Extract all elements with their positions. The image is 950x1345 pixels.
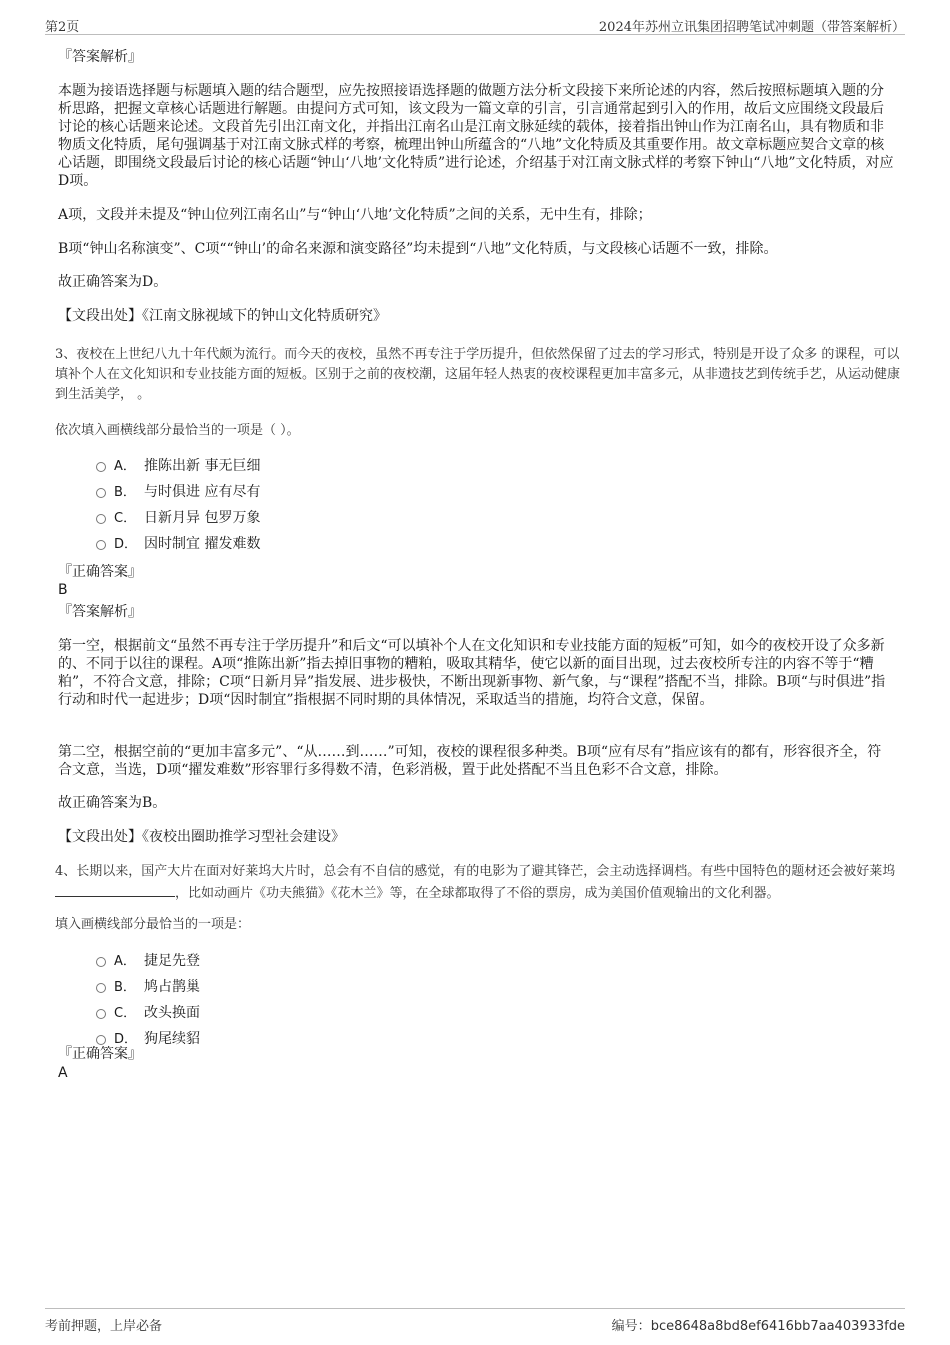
radio-button[interactable] — [96, 983, 106, 993]
option-letter: A． — [114, 954, 136, 969]
option-a[interactable] — [96, 952, 200, 971]
document-title: 2024年苏州立讯集团招聘笔试冲刺题（带答案解析） — [598, 20, 905, 35]
radio-button[interactable] — [96, 514, 106, 524]
option-letter: A． — [114, 459, 136, 474]
analysis-paragraph: 第二空，根据空前的“更加丰富多元”、“从……到……”可知，夜校的课程很多种类。B项“应有尽有”指应该有的都有，形容很齐全，符合文意，当选，D项“擢发难数”形容罪行多得数不清，色彩消极，置于此处搭配不当且色彩不合文意，排除。 — [58, 744, 882, 778]
stem-text: ，比如动画片《功夫熊猫》《花木兰》等，在全球都取得了不俗的票房，成为美国价值观输出的文化利器。 — [175, 886, 780, 901]
radio-button[interactable] — [96, 540, 106, 550]
option-text: 鸠占鹊巢 — [144, 979, 200, 995]
correct-answer: B — [58, 582, 68, 598]
option-text: 推陈出新 事无巨细 — [144, 458, 261, 474]
radio-button[interactable] — [96, 1009, 106, 1019]
option-text: 因时制宜 擢发难数 — [144, 536, 261, 552]
analysis-heading: 『答案解析』 — [58, 604, 142, 620]
source-citation: 【文段出处】《夜校出圈助推学习型社会建设》 — [58, 829, 345, 845]
analysis-paragraph: 本题为接语选择题与标题填入题的结合题型，应先按照接语选择题的做题方法分析文段接下来所论述的内容，然后按照标题填入题的分析思路，把握文章核心话题进行解题。由提问方式可知，该文段为一篇文章的引言，引言通常起到引入的作用，故后文应围绕文段最后讨论的核心话题来论述。文段首先引出江南文化，并指出江南名山是江南文脉延续的载体，接着指出钟山作为江南名山，具有物质和非物质文化特质，尾句强调基于对江南文脉式样的考察，梳理出钟山所蕴含的“八地”文化特质及其重要作用。故文章标题应契合文章的核心话题，即围绕文段最后讨论的核心话题“钟山‘八地’文化特质”进行论述，介绍基于对江南文脉式样的考察下钟山“八地”文化特质，对应D项。 — [58, 83, 894, 189]
option-text: 日新月异 包罗万象 — [144, 510, 261, 526]
fill-blank — [55, 882, 175, 897]
option-letter: B． — [114, 980, 136, 995]
code-label: 编号： — [611, 1319, 651, 1334]
analysis-conclusion: 故正确答案为D。 — [58, 274, 168, 290]
analysis-conclusion: 故正确答案为B。 — [58, 795, 167, 811]
document-code — [612, 1315, 905, 1334]
option-text: 狗尾续貂 — [144, 1031, 200, 1047]
option-letter: C． — [114, 1006, 137, 1021]
page-number: 第2页 — [45, 20, 80, 35]
footer-slogan: 考前押题，上岸必备 — [45, 1319, 163, 1334]
option-letter: B． — [114, 485, 136, 500]
option-b[interactable] — [96, 483, 260, 502]
radio-button[interactable] — [96, 462, 106, 472]
option-text: 改头换面 — [144, 1005, 200, 1021]
question-prompt: 依次填入画横线部分最恰当的一项是（ ）。 — [55, 423, 300, 438]
option-text: 与时俱进 应有尽有 — [144, 484, 261, 500]
option-c[interactable] — [96, 509, 260, 528]
code-value: bce8648a8bd8ef6416bb7aa403933fde — [650, 1319, 905, 1334]
correct-answer-heading: 『正确答案』 — [58, 1046, 142, 1062]
analysis-paragraph: A项，文段并未提及“钟山位列江南名山”与“钟山‘八地’文化特质”之间的关系，无中生有，排除； — [58, 207, 652, 223]
question-prompt: 填入画横线部分最恰当的一项是： — [55, 917, 251, 932]
option-letter: C． — [114, 511, 137, 526]
radio-button[interactable] — [96, 488, 106, 498]
question-stem: 3、夜校在上世纪八九十年代颇为流行。而今天的夜校，虽然不再专注于学历提升，但依然保留了过去的学习形式，特别是开设了众多 的课程，可以填补个人在文化知识和专业技能方面的短板。区别于之前的夜校潮，这届年轻人热衷的夜校课程更加丰富多元，从非遗技艺到传统手艺，从运动健康到生活美学， 。 — [55, 347, 901, 402]
option-a[interactable] — [96, 457, 260, 476]
correct-answer-heading: 『正确答案』 — [58, 564, 142, 580]
option-text: 捷足先登 — [144, 953, 200, 969]
option-d[interactable] — [96, 535, 260, 554]
stem-text: 4、长期以来，国产大片在面对好莱坞大片时，总会有不自信的感觉，有的电影为了避其锋芒，会主动选择调档。有些中国特色的题材还会被好莱坞 — [55, 864, 896, 879]
page-footer — [45, 1308, 905, 1333]
source-citation: 【文段出处】《江南文脉视域下的钟山文化特质研究》 — [58, 308, 387, 324]
analysis-paragraph: 第一空，根据前文“虽然不再专注于学历提升”和后文“可以填补个人在文化知识和专业技能方面的短板”可知，如今的夜校开设了众多新的、不同于以往的课程。A项“推陈出新”指去掉旧事物的糟粕，吸取其精华，使它以新的面目出现，过去夜校所专注的内容不等于“糟粕”，不符合文意，排除；C项“日新月异”指发展、进步极快，不断出现新事物、新气象，与“课程”搭配不当，排除。B项“与时俱进”指行动和时代一起进步；D项“因时制宜”指根据不同时期的具体情况，采取适当的措施，均符合文意，保留。 — [58, 638, 886, 708]
option-c[interactable] — [96, 1004, 200, 1023]
radio-button[interactable] — [96, 957, 106, 967]
radio-button[interactable] — [96, 1035, 106, 1045]
option-letter: D． — [114, 537, 138, 552]
option-b[interactable] — [96, 978, 200, 997]
option-letter: D． — [114, 1032, 138, 1047]
page-header — [45, 14, 905, 35]
question-stem — [55, 862, 900, 904]
analysis-paragraph: B项“钟山名称演变”、C项““钟山’的命名来源和演变路径”均未提到“八地”文化特质，与文段核心话题不一致，排除。 — [58, 241, 778, 257]
analysis-heading: 『答案解析』 — [58, 49, 142, 65]
correct-answer: A — [58, 1065, 68, 1081]
